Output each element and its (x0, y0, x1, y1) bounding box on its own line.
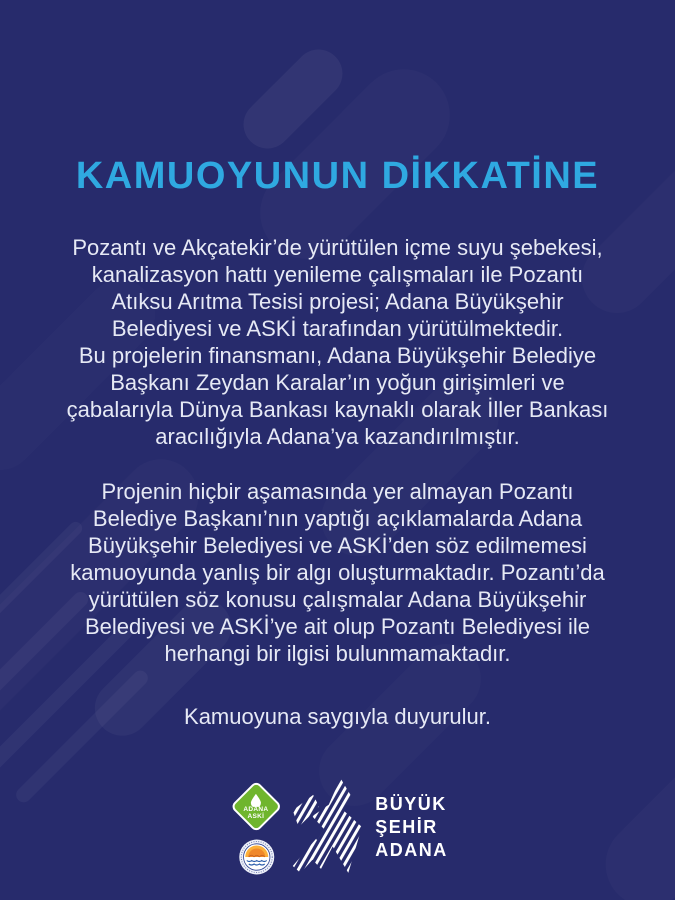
closing-line: Kamuoyuna saygıyla duyurulur. (184, 704, 491, 729)
brand-word-adana: ADANA (375, 839, 448, 860)
paragraph-line: Başkanı Zeydan Karalar’ın yoğun girişimleri ve (110, 370, 565, 395)
paragraph-line: yürütülen söz konusu çalışmalar Adana Büyükşehir (88, 587, 587, 612)
paragraph-clarification (18, 478, 658, 667)
aski-diamond-logo (230, 780, 282, 832)
paragraph-line: Belediyesi ve ASKİ’ye ait olup Pozantı Belediyesi ile (84, 614, 591, 639)
paragraph-line: kanalizasyon hattı yenileme çalışmaları ile Pozantı (91, 262, 584, 287)
paragraph-line: Belediye Başkanı’nın yaptığı açıklamalarda Adana (92, 506, 583, 531)
paragraph-line: aracılığıyla Adana’ya kazandırılmıştır. (155, 424, 520, 449)
aski-diamond-content (244, 793, 269, 819)
brand-word-sehir: ŞEHİR (375, 816, 438, 837)
paragraph-line: kamuoyunda yanlış bir algı oluşturmaktadır. Pozantı’da (70, 560, 605, 585)
paragraph-projects (18, 234, 658, 450)
paragraph-line: Pozantı ve Akçatekir’de yürütülen içme suyu şebekesi, (72, 235, 603, 260)
paragraph-line: çabalarıyla Dünya Bankası kaynaklı olarak İller Bankası (66, 397, 609, 422)
aski-badge-word2: ASKİ (247, 811, 265, 819)
aski-logo-column (227, 780, 285, 875)
paragraph-line: herhangi bir ilgisi bulunmamaktadır. (164, 641, 511, 666)
paragraph-line: Bu projelerin finansmanı, Adana Büyükşehir Belediye (78, 343, 597, 368)
water-drop-icon (251, 793, 262, 806)
paragraph-line: Büyükşehir Belediyesi ve ASKİ’den söz edilmemesi (88, 533, 587, 558)
paragraph-line: Atıksu Arıtma Tesisi projesi; Adana Büyükşehir (111, 289, 564, 314)
diagonal-stripes-mark (291, 778, 369, 876)
footer-logos (227, 778, 448, 876)
aski-badge-word1: ADANA (243, 804, 269, 812)
brand-word-buyuk: BÜYÜK (375, 793, 447, 814)
municipality-seal (238, 839, 274, 875)
paragraph-line: Belediyesi ve ASKİ tarafından yürütülmektedir. (111, 316, 564, 341)
paragraph-line: Projenin hiçbir aşamasında yer almayan Pozantı (101, 479, 574, 504)
page-title: KAMUOYUNUN DİKKATİNE (75, 155, 600, 197)
brand-wordmark (375, 793, 448, 862)
